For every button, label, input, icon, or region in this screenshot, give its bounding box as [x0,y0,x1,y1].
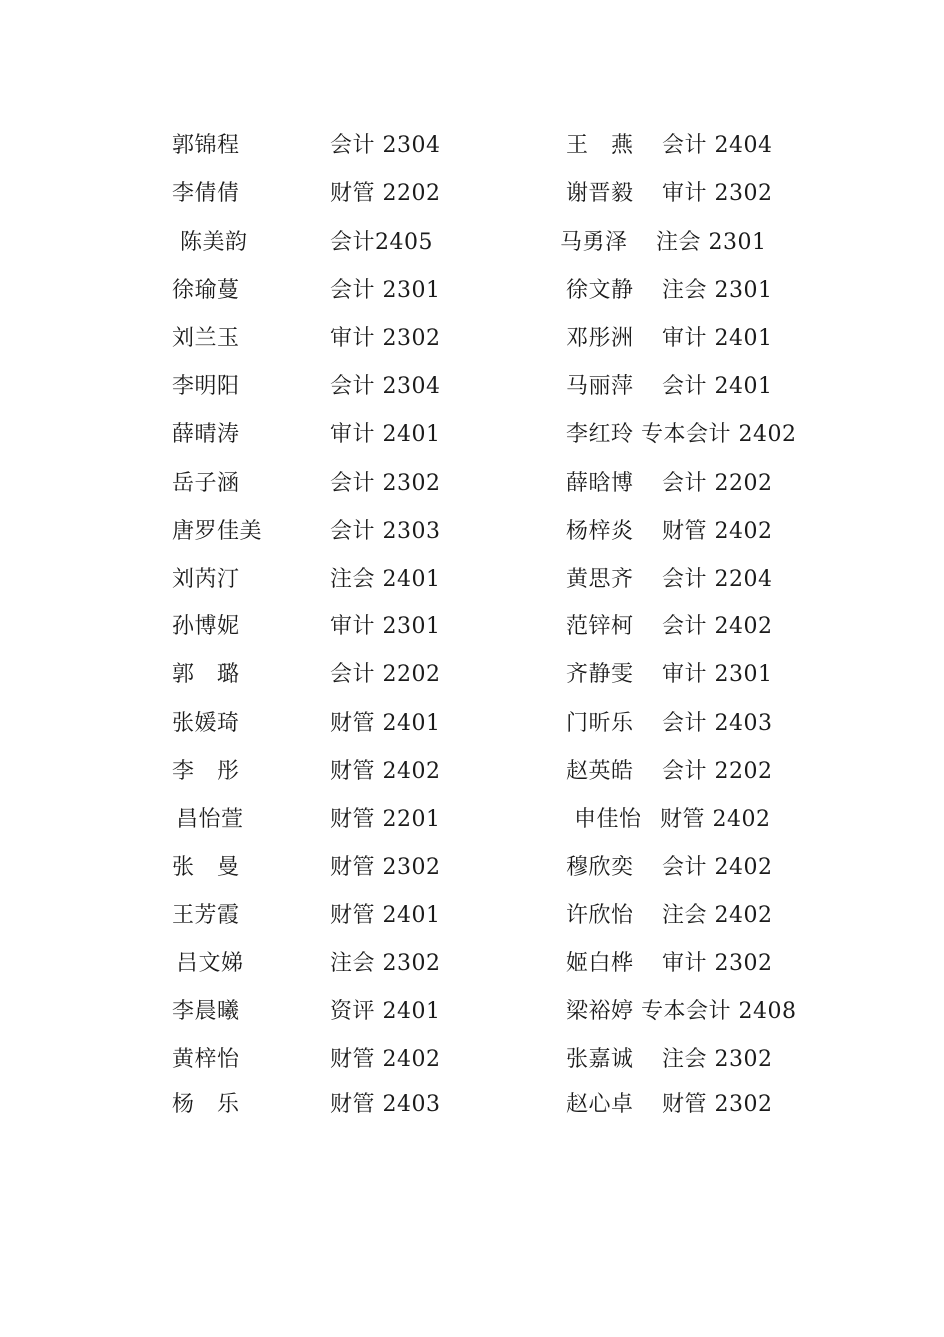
right-student-class: 注会 2301 [662,278,773,303]
left-student-name: 杨 乐 [172,1092,240,1117]
left-student-name: 吕文娣 [176,951,244,976]
left-student-name: 张 曼 [172,855,240,880]
left-student-name: 张媛琦 [172,711,240,736]
left-student-name: 郭 璐 [172,662,240,687]
left-student-name: 刘兰玉 [172,326,240,351]
roster-row [0,317,944,365]
left-student-class: 财管 2402 [330,759,441,784]
student-roster [0,124,944,1127]
roster-row [0,1083,944,1127]
right-student-class: 注会 2301 [656,230,767,255]
left-student-class: 会计 2304 [330,133,441,158]
roster-row [0,413,944,462]
right-student-class: 会计 2404 [662,133,773,158]
right-student-name: 黄思齐 [566,567,634,592]
right-student-name: 申佳怡 [574,807,642,832]
left-student-class: 注会 2401 [330,567,441,592]
left-student-name: 陈美韵 [180,230,248,255]
right-student-class: 会计 2402 [662,614,773,639]
left-student-class: 财管 2302 [330,855,441,880]
left-student-name: 昌怡萱 [176,807,244,832]
left-student-name: 徐瑜蔓 [172,278,240,303]
roster-row [0,172,944,221]
right-student-name: 赵英皓 [566,759,634,784]
left-student-name: 黄梓怡 [172,1047,240,1072]
right-student-name: 张嘉诚 [566,1047,634,1072]
left-student-class: 会计 2302 [330,471,441,496]
roster-row [0,269,944,317]
right-student-name: 李红玲 专本会计 2402 [566,422,797,447]
right-student-class: 注会 2402 [662,903,773,928]
left-student-class: 会计2405 [330,230,433,255]
roster-row [0,990,944,1038]
right-student-name: 齐静雯 [566,662,634,687]
roster-row [0,558,944,605]
left-student-class: 财管 2201 [330,807,441,832]
left-student-class: 财管 2401 [330,711,441,736]
right-student-class: 审计 2302 [662,951,773,976]
left-student-class: 财管 2401 [330,903,441,928]
left-student-class: 审计 2301 [330,614,441,639]
right-student-name: 姬白桦 [566,951,634,976]
right-student-class: 财管 2402 [660,807,771,832]
left-student-class: 会计 2202 [330,662,441,687]
roster-row [0,653,944,702]
right-student-name: 穆欣奕 [566,855,634,880]
roster-row [0,894,944,942]
left-student-name: 郭锦程 [172,133,240,158]
right-student-class: 财管 2302 [662,1092,773,1117]
roster-row [0,124,944,172]
right-student-class: 会计 2401 [662,374,773,399]
roster-row [0,846,944,894]
right-student-name: 薛晗博 [566,471,634,496]
roster-row [0,221,944,269]
left-student-class: 审计 2401 [330,422,441,447]
right-student-name: 梁裕婷 专本会计 2408 [566,999,797,1024]
right-student-class: 财管 2402 [662,519,773,544]
right-student-class: 会计 2202 [662,471,773,496]
right-student-name: 杨梓炎 [566,519,634,544]
right-student-name: 马丽萍 [566,374,634,399]
right-student-class: 审计 2301 [662,662,773,687]
left-student-name: 刘芮汀 [172,567,240,592]
roster-row [0,750,944,798]
roster-row [0,365,944,413]
right-student-name: 马勇泽 [560,230,628,255]
left-student-class: 审计 2302 [330,326,441,351]
left-student-class: 会计 2301 [330,278,441,303]
roster-row [0,798,944,846]
roster-row [0,510,944,558]
roster-row [0,1038,944,1083]
roster-row [0,605,944,653]
left-student-class: 资评 2401 [330,999,441,1024]
right-student-name: 门昕乐 [566,711,634,736]
right-student-name: 范锌柯 [566,614,634,639]
right-student-class: 注会 2302 [662,1047,773,1072]
right-student-name: 邓彤洲 [566,326,634,351]
right-student-name: 王 燕 [566,133,634,158]
right-student-class: 会计 2402 [662,855,773,880]
right-student-class: 会计 2202 [662,759,773,784]
roster-row [0,942,944,990]
left-student-name: 岳子涵 [172,471,240,496]
left-student-name: 李 彤 [172,759,240,784]
left-student-name: 薛晴涛 [172,422,240,447]
left-student-name: 李倩倩 [172,181,240,206]
right-student-class: 会计 2403 [662,711,773,736]
right-student-name: 赵心卓 [566,1092,634,1117]
right-student-name: 许欣怡 [566,903,634,928]
roster-row [0,462,944,510]
right-student-name: 谢晋毅 [566,181,634,206]
left-student-name: 李晨曦 [172,999,240,1024]
roster-row [0,702,944,750]
left-student-name: 孙博妮 [172,614,240,639]
right-student-name: 徐文静 [566,278,634,303]
left-student-name: 唐罗佳美 [172,519,263,544]
left-student-name: 王芳霞 [172,903,240,928]
left-student-class: 财管 2202 [330,181,441,206]
left-student-class: 会计 2304 [330,374,441,399]
left-student-class: 财管 2402 [330,1047,441,1072]
left-student-class: 会计 2303 [330,519,441,544]
left-student-name: 李明阳 [172,374,240,399]
right-student-class: 审计 2401 [662,326,773,351]
left-student-class: 注会 2302 [330,951,441,976]
right-student-class: 会计 2204 [662,567,773,592]
right-student-class: 审计 2302 [662,181,773,206]
left-student-class: 财管 2403 [330,1092,441,1117]
